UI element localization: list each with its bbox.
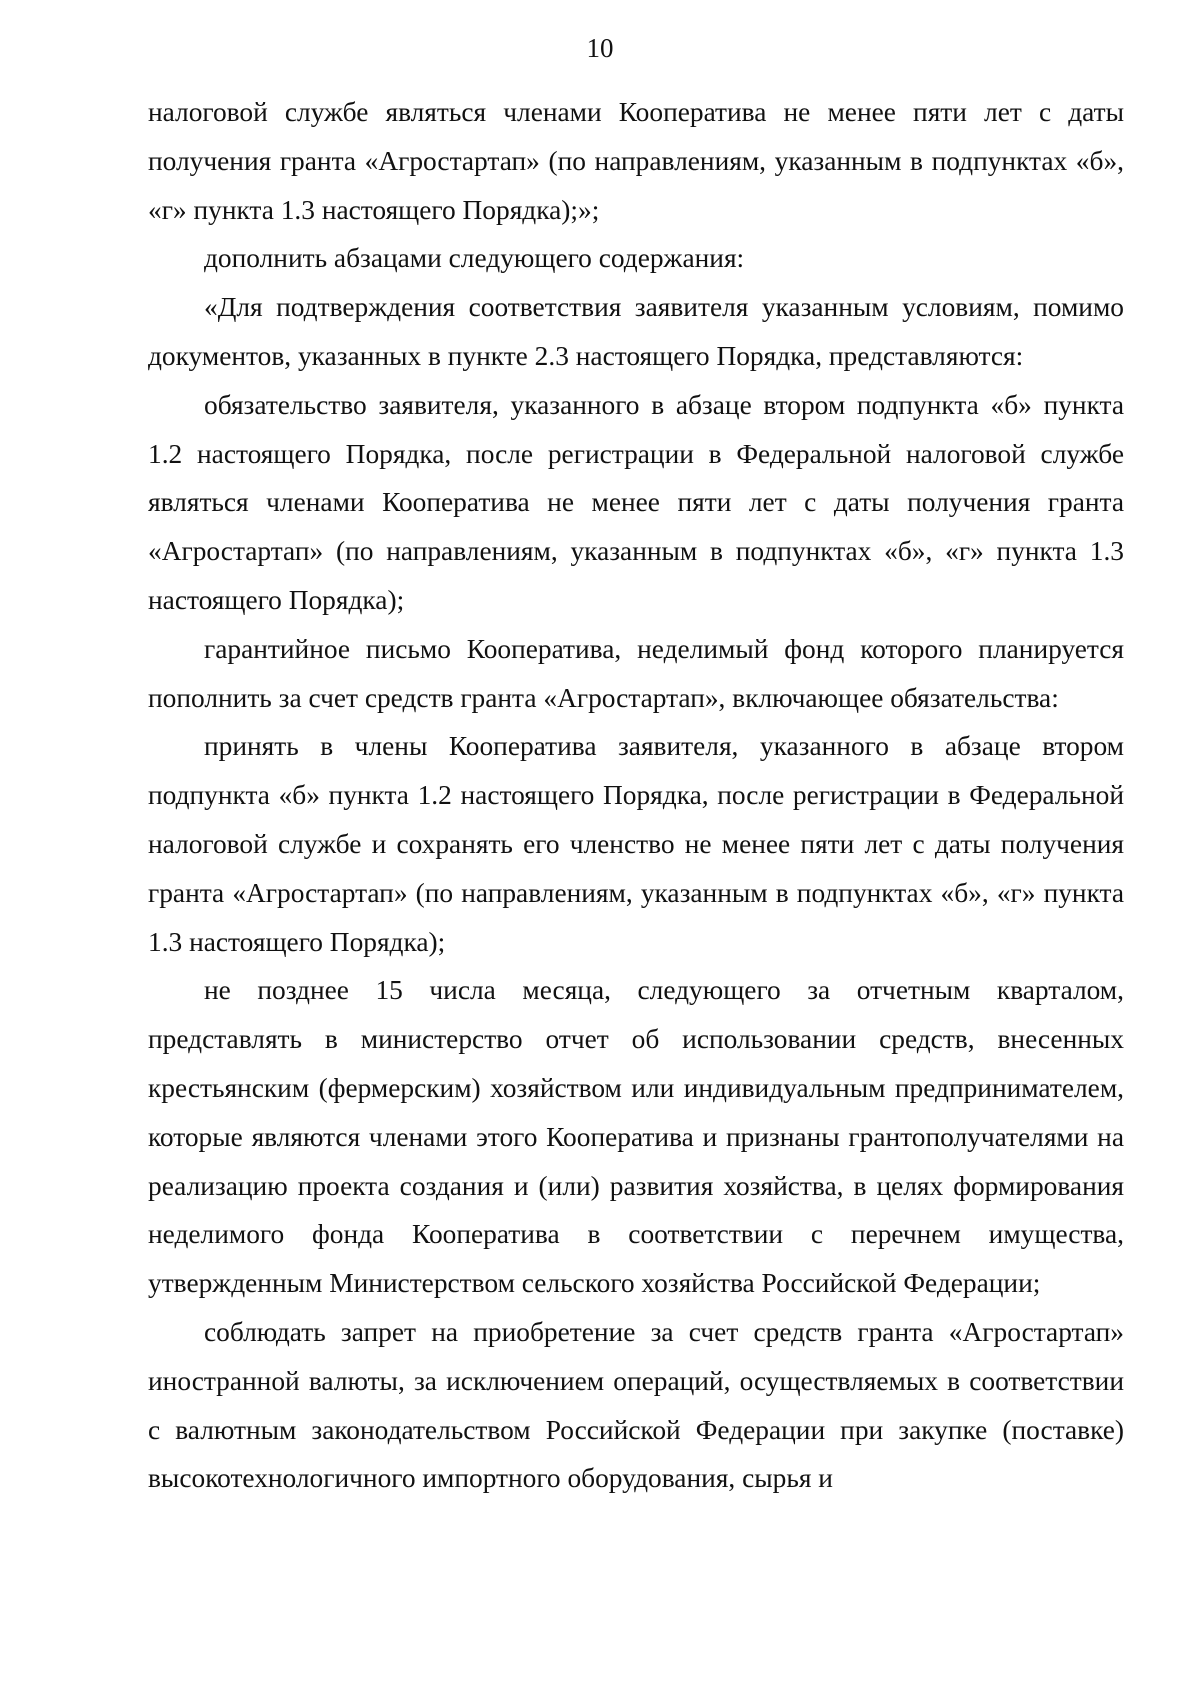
paragraph-continuation: налоговой службе являться членами Кооператива не менее пяти лет с даты получения гранта «Агростартап» (по направлениям, указанным в подпунктах «б», «г» пункта 1.3 настоящего Порядка);»;: [148, 97, 1124, 225]
page-number: 10: [586, 33, 614, 63]
paragraph-amendment-intro: дополнить абзацами следующего содержания:: [204, 243, 745, 274]
document-body: [148, 88, 1124, 1503]
paragraph-applicant-obligation: обязательство заявителя, указанного в абзаце втором подпункта «б» пункта 1.2 настоящего Порядка, после регистрации в Федеральной налоговой службе являться членами Кооператива не менее пяти лет с даты получения гранта «Агростартап» (по направлениям, указанным в подпунктах «б», «г» пункта 1.3 настоящего Порядка);: [148, 389, 1124, 615]
paragraph-guarantee-letter: гарантийное письмо Кооператива, неделимый фонд которого планируется пополнить за счет средств гранта «Агростартап», включающее обязательства:: [148, 633, 1124, 713]
paragraph-accept-membership: принять в члены Кооператива заявителя, указанного в абзаце втором подпункта «б» пункта 1.2 настоящего Порядка, после регистрации в Федеральной налоговой службе и сохранять его членство не менее пяти лет с даты получения гранта «Агростартап» (по направлениям, указанным в подпунктах «б», «г» пункта 1.3 настоящего Порядка);: [148, 731, 1124, 957]
paragraph-currency-ban: соблюдать запрет на приобретение за счет средств гранта «Агростартап» иностранной валюты, за исключением операций, осуществляемых в соответствии с валютным законодательством Российской Федерации при закупке (поставке) высокотехнологичного импортного оборудования, сырья и: [148, 1316, 1124, 1494]
paragraph-confirmation-documents: «Для подтверждения соответствия заявителя указанным условиям, помимо документов, указанных в пункте 2.3 настоящего Порядка, представляются:: [148, 292, 1124, 371]
paragraph-report-deadline: не позднее 15 числа месяца, следующего за отчетным кварталом, представлять в министерство отчет об использовании средств, внесенных крестьянским (фермерским) хозяйством или индивидуальным предпринимателем, которые являются членами этого Кооператива и признаны грантополучателями на реализацию проекта создания и (или) развития хозяйства, в целях формирования неделимого фонда Кооператива в соответствии с перечнем имущества, утвержденным Министерством сельского хозяйства Российской Федерации;: [148, 975, 1124, 1299]
